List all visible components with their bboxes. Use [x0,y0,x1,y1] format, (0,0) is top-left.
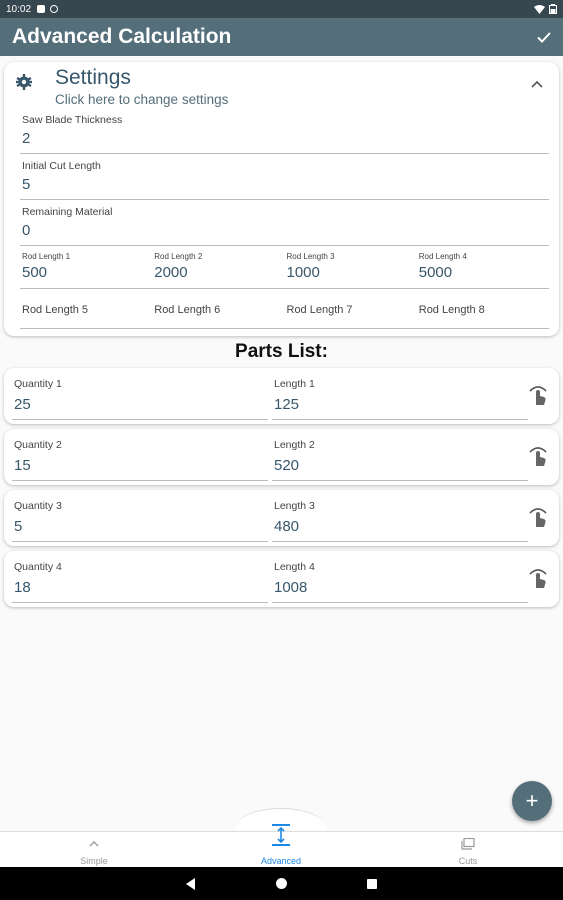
rod-length-value: 500 [22,264,48,281]
touch-gesture-icon[interactable] [527,505,549,529]
nav-advanced[interactable] [231,832,331,868]
remaining-material-label: Remaining Material [22,206,113,218]
initial-cut-label: Initial Cut Length [22,160,101,172]
rod-length-label: Rod Length 2 [154,252,203,261]
rod-length-label: Rod Length 3 [286,252,335,261]
length-value: 480 [274,518,300,535]
chevron-up-icon[interactable] [531,80,543,88]
rod-length-value: 1000 [286,264,320,281]
quantity-field[interactable] [12,429,268,481]
system-navigation-bar [0,867,563,900]
settings-title: Settings [55,66,131,89]
remaining-material-field[interactable] [20,200,549,246]
quantity-label: Quantity 2 [14,439,62,451]
nav-cuts[interactable] [418,832,518,868]
part-card-2 [4,429,559,485]
quantity-value: 15 [14,457,31,474]
saw-blade-value: 2 [22,130,31,147]
home-icon[interactable] [276,878,287,889]
quantity-field[interactable] [12,551,268,603]
quantity-field[interactable] [12,490,268,542]
length-label: Length 4 [274,561,315,573]
rod-length-label: Rod Length 5 [22,304,89,316]
rod-length-5-field[interactable] [20,290,152,330]
rod-length-label: Rod Length 7 [286,304,353,316]
touch-gesture-icon[interactable] [527,383,549,407]
stack-icon [461,838,475,850]
quantity-label: Quantity 3 [14,500,62,512]
length-value: 520 [274,457,300,474]
rod-length-label: Rod Length 4 [418,252,467,261]
settings-card [4,62,559,336]
quantity-value: 5 [14,518,23,535]
rod-lengths-row-2 [20,290,549,330]
length-value: 1008 [274,579,308,596]
rod-lengths-row-1 [20,246,549,290]
rod-length-7-field[interactable] [285,290,417,330]
length-label: Length 1 [274,378,315,390]
length-label: Length 3 [274,500,315,512]
remaining-material-value: 0 [22,222,31,239]
quantity-value: 25 [14,396,31,413]
sync-icon [50,5,58,13]
back-icon[interactable] [186,878,195,890]
rod-length-8-field[interactable] [417,290,549,330]
initial-cut-value: 5 [22,176,31,193]
quantity-field[interactable] [12,368,268,420]
rod-length-2-field[interactable] [152,246,284,290]
rod-length-label: Rod Length 8 [418,304,485,316]
touch-gesture-icon[interactable] [527,566,549,590]
rod-length-value: 5000 [418,264,453,281]
divider [20,288,549,289]
rod-length-label: Rod Length 6 [154,304,221,316]
status-time: 10:02 [6,3,32,15]
rod-length-4-field[interactable] [417,246,549,290]
rod-length-label: Rod Length 1 [22,252,71,261]
length-label: Length 2 [274,439,315,451]
battery-icon [549,4,557,14]
chevron-up-icon [89,841,99,847]
nav-label: Cuts [458,856,478,866]
settings-subtitle: Click here to change settings [55,92,229,107]
rod-length-6-field[interactable] [152,290,284,330]
recent-apps-icon[interactable] [367,879,377,889]
saw-blade-label: Saw Blade Thickness [22,114,123,126]
nav-label: Advanced [260,856,302,866]
length-field[interactable] [272,368,528,420]
length-field[interactable] [272,429,528,481]
length-value: 125 [274,396,300,413]
page-title: Advanced Calculation [12,25,232,48]
length-field[interactable] [272,490,528,542]
nav-simple[interactable] [44,832,144,868]
rod-length-3-field[interactable] [285,246,417,290]
add-part-button[interactable]: + [512,781,552,821]
part-card-3 [4,490,559,546]
rod-length-1-field[interactable] [20,246,152,290]
status-bar [0,0,563,18]
quantity-label: Quantity 4 [14,561,62,573]
rod-length-value: 2000 [154,264,188,281]
app-bar [0,18,563,56]
parts-list-title: Parts List: [235,341,328,362]
length-field[interactable] [272,551,528,603]
part-card-4 [4,551,559,607]
notification-icon [37,5,45,13]
check-icon[interactable] [537,32,551,43]
part-card-1 [4,368,559,424]
initial-cut-field[interactable] [20,154,549,200]
nav-label: Simple [80,856,108,866]
gear-icon [16,74,32,90]
divider [20,328,549,329]
quantity-label: Quantity 1 [14,378,62,390]
vertical-arrows-icon [272,824,290,846]
touch-gesture-icon[interactable] [527,444,549,468]
quantity-value: 18 [14,579,31,596]
wifi-icon [534,5,545,14]
bottom-navigation [0,831,563,867]
saw-blade-field[interactable] [20,108,549,154]
settings-header[interactable] [4,66,559,108]
